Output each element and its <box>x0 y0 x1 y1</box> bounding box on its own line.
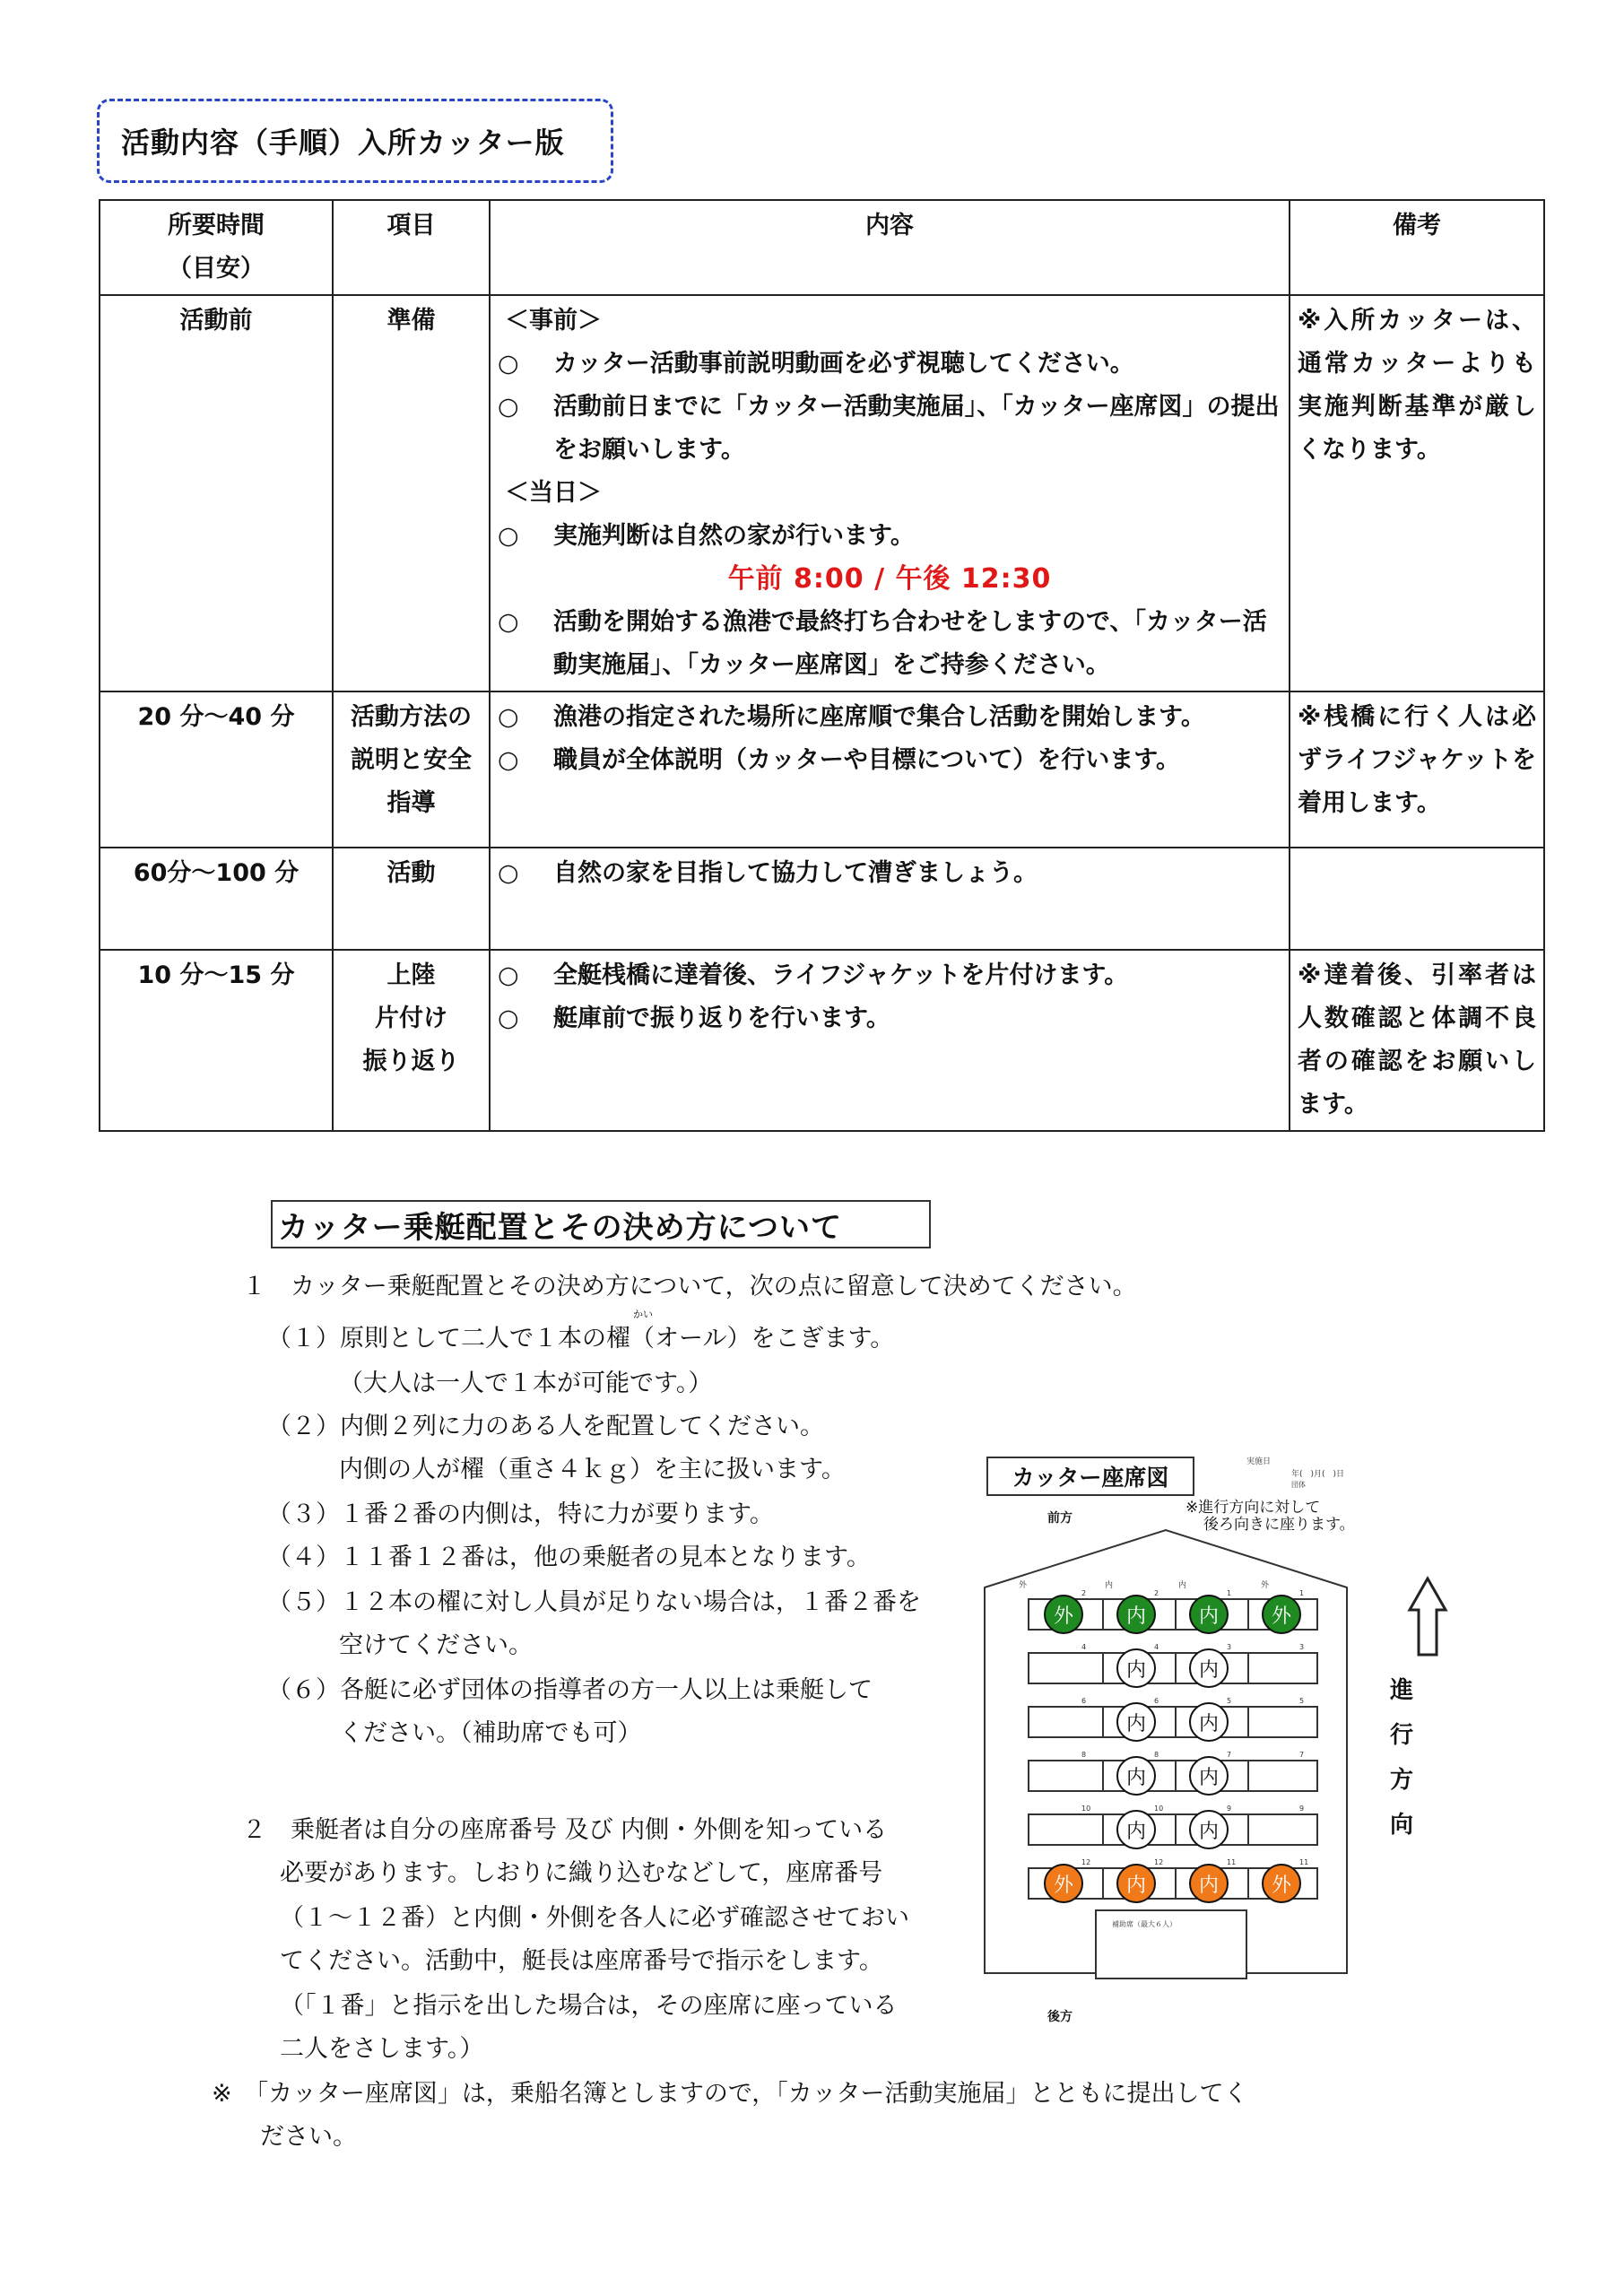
list-item <box>498 696 1281 739</box>
circle-mark: ○ <box>498 522 519 550</box>
row-note: ※入所カッターは、通常カッターよりも実施判断基準が厳しくなります。 <box>1290 295 1544 691</box>
direction-note-line1: ※進行方向に対して <box>1185 1499 1321 1517</box>
seat-number: 4 <box>1154 1643 1159 1651</box>
seat-inner: 内 <box>1189 1810 1229 1849</box>
direction-note-line2: 後ろ向きに座ります。 <box>1203 1516 1355 1534</box>
row-content <box>490 295 1290 691</box>
seat-number: 1 <box>1299 1589 1305 1597</box>
circle-mark: ○ <box>498 350 519 378</box>
seat-inner: 内 <box>1116 1864 1156 1903</box>
front-label: 前方 <box>1047 1511 1073 1526</box>
row-item: 準備 <box>333 295 490 691</box>
col-label-inner-left: 内 <box>1105 1581 1114 1590</box>
row-item-line: 振り返り <box>362 1048 460 1075</box>
col-label-outer-right: 外 <box>1261 1581 1270 1590</box>
seat-number: 7 <box>1227 1751 1232 1759</box>
seat-number: 7 <box>1299 1751 1305 1759</box>
direction-char: 進 <box>1389 1677 1413 1704</box>
seat-row <box>1028 1652 1318 1684</box>
pre-label: ＜事前＞ <box>505 307 602 335</box>
section2-title: カッター乗艇配置とその決め方について <box>271 1200 931 1248</box>
seat-inner: 内 <box>1116 1810 1156 1849</box>
point-2-line5: （「１番」と指示を出した場合は，その座席に座っている <box>280 1992 898 2020</box>
row-item-line: 上陸 <box>386 961 436 989</box>
row-item <box>333 950 490 1131</box>
point-2-line4: てください。活動中，艇長は座席番号で指示をします。 <box>280 1947 883 1975</box>
section1-title: 活動内容（手順）入所カッター版 <box>97 99 613 183</box>
seat-divider <box>1247 1600 1249 1629</box>
row-note: ※桟橋に行く人は必ずライフジャケットを着用します。 <box>1290 691 1544 848</box>
seat-divider <box>1175 1654 1177 1683</box>
direction-char: 方 <box>1389 1767 1413 1794</box>
point-1-5: （５）１２本の櫂に対し人員が足りない場合は，１番２番を <box>267 1588 921 1616</box>
point-1-4: （４）１１番１２番は，他の乗艇者の見本となります。 <box>267 1544 871 1571</box>
list-item-text: カッター活動事前説明動画を必ず視聴してください。 <box>553 350 1134 378</box>
header-time <box>100 200 333 295</box>
day-label: ＜当日＞ <box>505 479 602 507</box>
point-1-heading: １ カッター乗艇配置とその決め方について，次の点に留意して決めてください。 <box>242 1273 1137 1300</box>
seat-number: 4 <box>1081 1643 1087 1651</box>
seat-inner: 内 <box>1189 1864 1229 1903</box>
col-label-inner-right: 内 <box>1178 1581 1187 1590</box>
seat-number: 10 <box>1154 1805 1164 1813</box>
circle-mark: ○ <box>498 1004 519 1032</box>
point-1-1: （１）原則として二人で１本の櫂（オール）をこぎます。 <box>267 1325 895 1352</box>
list-item <box>498 515 1281 558</box>
point-1-5-sub: 空けてください。 <box>339 1631 533 1659</box>
seat-divider <box>1175 1869 1177 1898</box>
footnote-line1: ※ 「カッター座席図」は，乗船名簿としますので，「カッター活動実施届」とともに提出してく <box>212 2080 1248 2108</box>
seat-inner: 内 <box>1189 1648 1229 1688</box>
row-content <box>490 950 1290 1131</box>
boat-hull <box>985 1530 1347 1973</box>
seat-number: 8 <box>1081 1751 1087 1759</box>
header-time-line1: 所要時間 <box>168 212 265 239</box>
group-label: 団体 <box>1291 1481 1306 1489</box>
seat-divider <box>1175 1708 1177 1736</box>
ruby-kai: かい <box>633 1309 653 1320</box>
list-item <box>498 739 1281 782</box>
table-row <box>100 295 1544 691</box>
list-item-text: 活動前日までに「カッター活動実施届」、「カッター座席図」の提出をお願いします。 <box>553 393 1280 464</box>
seat-inner: 内 <box>1116 1648 1156 1688</box>
row-item: 活動方法の説明と安全指導 <box>333 691 490 848</box>
seat-outer: 外 <box>1262 1864 1301 1903</box>
table-row <box>100 691 1544 848</box>
list-item <box>498 997 1281 1040</box>
diagram-title: カッター座席図 <box>986 1457 1194 1496</box>
seat-outer: 外 <box>1262 1595 1301 1634</box>
list-item-text: 実施判断は自然の家が行います。 <box>553 522 915 550</box>
point-2-line3: （１～１２番）と内側・外側を各人に必ず確認させておい <box>280 1904 909 1932</box>
seat-divider <box>1102 1761 1104 1790</box>
seat-divider <box>1247 1761 1249 1790</box>
circle-mark: ○ <box>498 961 519 989</box>
point-1-6: （６）各艇に必ず団体の指導者の方一人以上は乗艇して <box>267 1676 873 1704</box>
rear-label: 後方 <box>1047 2010 1073 2024</box>
seat-number: 8 <box>1154 1751 1159 1759</box>
list-item-text: 自然の家を目指して協力して漕ぎましょう。 <box>553 859 1038 887</box>
seat-number: 5 <box>1227 1697 1232 1705</box>
direction-char: 行 <box>1389 1722 1413 1749</box>
seat-divider <box>1247 1815 1249 1844</box>
circle-mark: ○ <box>498 746 519 774</box>
row-content <box>490 691 1290 848</box>
list-item <box>498 343 1281 386</box>
header-note: 備考 <box>1290 200 1544 295</box>
date-value: 年( )月( )日 <box>1291 1470 1345 1479</box>
seat-divider <box>1175 1815 1177 1844</box>
seat-divider <box>1247 1869 1249 1898</box>
seat-number: 11 <box>1299 1858 1309 1866</box>
seat-divider <box>1102 1654 1104 1683</box>
seat-number: 11 <box>1227 1858 1237 1866</box>
direction-char: 向 <box>1389 1812 1413 1839</box>
seat-inner: 内 <box>1116 1702 1156 1742</box>
aux-seat-label: 補助席（最大６人） <box>1112 1920 1177 1928</box>
row-note: ※達着後、引率者は人数確認と体調不良者の確認をお願いします。 <box>1290 950 1544 1131</box>
seat-number: 6 <box>1081 1697 1087 1705</box>
seat-divider <box>1175 1761 1177 1790</box>
point-1-1-sub: （大人は一人で１本が可能です。） <box>339 1370 713 1397</box>
table-row <box>100 950 1544 1131</box>
decision-times: 午前 8:00 / 午後 12:30 <box>727 563 1052 595</box>
row-time: 活動前 <box>100 295 333 691</box>
point-2-line2: 必要があります。しおりに織り込むなどして，座席番号 <box>280 1859 883 1887</box>
seat-divider <box>1175 1600 1177 1629</box>
seat-number: 12 <box>1154 1858 1164 1866</box>
seat-inner: 内 <box>1189 1702 1229 1742</box>
list-item-text: 全艇桟橋に達着後、ライフジャケットを片付けます。 <box>553 961 1129 989</box>
circle-mark: ○ <box>498 393 519 421</box>
seat-number: 1 <box>1227 1589 1232 1597</box>
row-time: 10 分～15 分 <box>100 950 333 1131</box>
list-item <box>498 386 1281 472</box>
point-1-2: （２）内側２列に力のある人を配置してください。 <box>267 1413 824 1440</box>
header-item: 項目 <box>333 200 490 295</box>
list-item-text: 艇庫前で振り返りを行います。 <box>553 1004 890 1032</box>
row-note <box>1290 848 1544 950</box>
circle-mark: ○ <box>498 703 519 731</box>
table-header-row <box>100 200 1544 295</box>
footnote-line2: ださい。 <box>260 2123 357 2151</box>
header-content: 内容 <box>490 200 1290 295</box>
col-label-outer-left: 外 <box>1019 1581 1028 1590</box>
seat-diagram <box>977 1444 1480 2054</box>
seat-divider <box>1102 1600 1104 1629</box>
seat-outer: 外 <box>1044 1864 1083 1903</box>
row-time: 60分～100 分 <box>100 848 333 950</box>
seat-inner: 内 <box>1189 1595 1229 1634</box>
seat-inner: 内 <box>1116 1595 1156 1634</box>
point-1-6-sub: ください。（補助席でも可） <box>339 1719 642 1747</box>
date-label: 実施日 <box>1246 1457 1272 1466</box>
list-item-text: 職員が全体説明（カッターや目標について）を行います。 <box>553 746 1181 774</box>
seat-number: 5 <box>1299 1697 1305 1705</box>
row-item: 活動 <box>333 848 490 950</box>
list-item <box>498 954 1281 997</box>
table-row <box>100 848 1544 950</box>
seat-divider <box>1102 1708 1104 1736</box>
seat-number: 2 <box>1081 1589 1087 1597</box>
row-time: 20 分～40 分 <box>100 691 333 848</box>
point-2-line1: ２ 乗艇者は自分の座席番号 及び 内側・外側を知っている <box>242 1816 888 1844</box>
row-item-line: 片付け <box>375 1004 447 1032</box>
seat-number: 9 <box>1299 1805 1305 1813</box>
seat-number: 9 <box>1227 1805 1232 1813</box>
seat-divider <box>1247 1654 1249 1683</box>
point-1-2-sub: 内側の人が櫂（重さ４ｋｇ）を主に扱います。 <box>339 1456 846 1483</box>
list-item <box>498 852 1281 895</box>
seat-number: 10 <box>1081 1805 1091 1813</box>
seat-number: 3 <box>1227 1643 1232 1651</box>
seat-row <box>1028 1706 1318 1738</box>
seat-divider <box>1247 1708 1249 1736</box>
activity-table <box>99 199 1545 1132</box>
header-time-line2: （目安） <box>168 255 265 283</box>
point-2-line6: 二人をさします。） <box>280 2035 484 2063</box>
seat-row <box>1028 1813 1318 1846</box>
list-item <box>498 601 1281 687</box>
list-item-text: 漁港の指定された場所に座席順で集合し活動を開始します。 <box>553 703 1205 731</box>
seat-row <box>1028 1760 1318 1792</box>
seat-number: 12 <box>1081 1858 1091 1866</box>
direction-arrow-icon <box>1410 1578 1446 1655</box>
seat-number: 6 <box>1154 1697 1159 1705</box>
seat-number: 2 <box>1154 1589 1159 1597</box>
direction-label <box>1388 1668 1415 1848</box>
list-item-text: 活動を開始する漁港で最終打ち合わせをしますので、「カッター活動実施届」、「カッター座席図」をご持参ください。 <box>553 608 1267 679</box>
seat-inner: 内 <box>1189 1756 1229 1796</box>
seat-inner: 内 <box>1116 1756 1156 1796</box>
point-1-3: （３）１番２番の内側は，特に力が要ります。 <box>267 1500 774 1528</box>
seat-outer: 外 <box>1044 1595 1083 1634</box>
row-content <box>490 848 1290 950</box>
seat-divider <box>1102 1869 1104 1898</box>
circle-mark: ○ <box>498 859 519 887</box>
circle-mark: ○ <box>498 608 519 636</box>
seat-number: 3 <box>1299 1643 1305 1651</box>
seat-divider <box>1102 1815 1104 1844</box>
